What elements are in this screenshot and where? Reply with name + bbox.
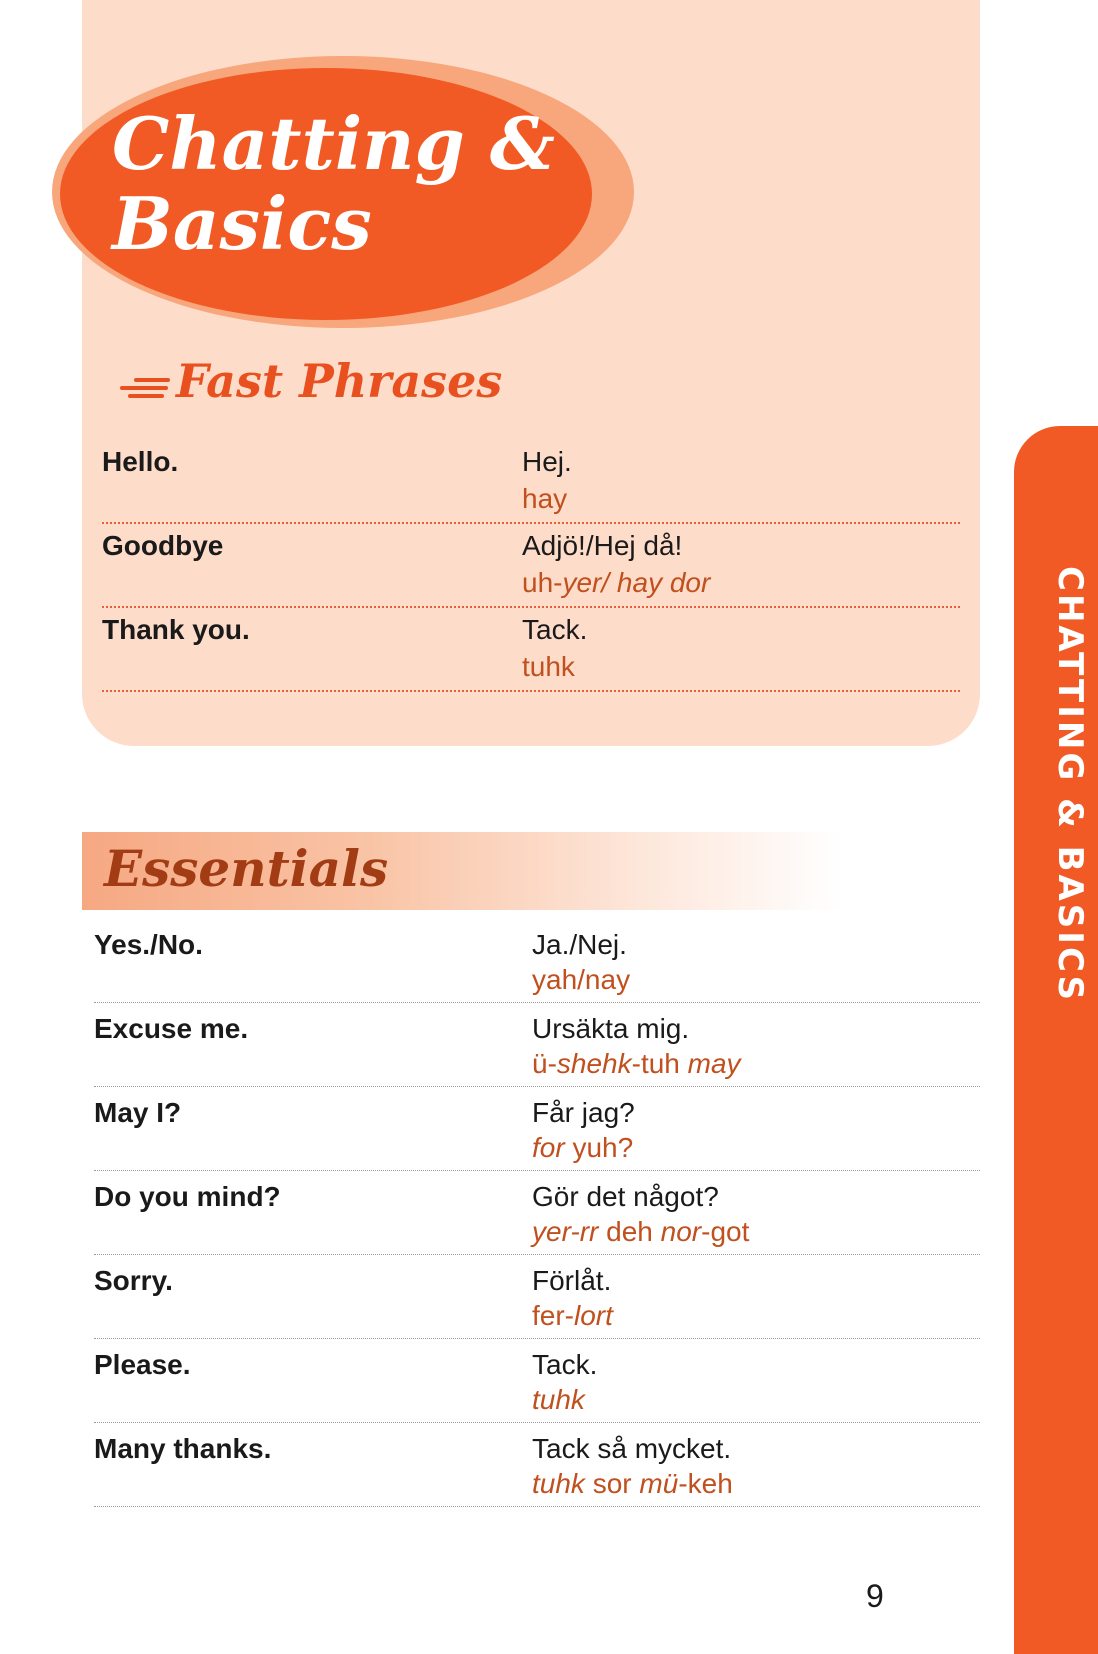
pronunciation-segment: yer-rr <box>532 1216 599 1247</box>
pronunciation <box>522 482 567 516</box>
phrase-row <box>102 613 960 697</box>
pronunciation-segment: tuhk <box>532 1384 585 1415</box>
phrase-row <box>94 1432 980 1516</box>
row-divider <box>94 1170 980 1171</box>
swedish-phrase: Adjö!/Hej då! <box>522 530 683 561</box>
row-divider <box>94 1506 980 1507</box>
pronunciation <box>522 566 710 600</box>
phrase-row <box>94 1096 980 1180</box>
row-divider <box>94 1086 980 1087</box>
page-number: 9 <box>866 1578 884 1614</box>
pronunciation-segment: lort <box>574 1300 613 1331</box>
pronunciation-segment: sor <box>584 1468 640 1499</box>
pronunciation <box>532 1131 633 1165</box>
pronunciation <box>532 1383 585 1417</box>
swedish-phrase: Ursäkta mig. <box>532 1013 690 1044</box>
row-divider <box>94 1002 980 1003</box>
phrase-row <box>94 1264 980 1348</box>
english-phrase: Excuse me. <box>94 1013 249 1044</box>
phrase-row <box>94 1348 980 1432</box>
fast-phrases-title: Fast Phrases <box>176 354 503 408</box>
pronunciation-segment: yah/nay <box>532 964 631 995</box>
row-divider <box>102 522 960 524</box>
pronunciation-segment: -keh <box>678 1468 733 1499</box>
swedish-phrase: Förlåt. <box>532 1265 612 1296</box>
pronunciation-segment: hay dor <box>609 567 711 598</box>
pronunciation-segment: yuh? <box>564 1132 634 1163</box>
swedish-phrase: Tack så mycket. <box>532 1433 732 1464</box>
pronunciation <box>532 963 630 997</box>
english-phrase: Many thanks. <box>94 1433 272 1464</box>
swedish-phrase: Ja./Nej. <box>532 929 627 960</box>
swedish-phrase: Hej. <box>522 446 572 477</box>
phrase-row <box>102 529 960 613</box>
english-phrase: Sorry. <box>94 1265 173 1296</box>
pronunciation-segment: fer- <box>532 1300 574 1331</box>
row-divider <box>94 1254 980 1255</box>
pronunciation-segment: tuhk <box>532 1468 585 1499</box>
english-phrase: Goodbye <box>102 530 224 561</box>
swedish-phrase: Tack. <box>522 614 588 645</box>
pronunciation-segment: ü- <box>532 1048 557 1079</box>
english-phrase: Thank you. <box>102 614 250 645</box>
pronunciation <box>532 1047 741 1081</box>
phrase-row <box>94 928 980 1012</box>
phrase-row <box>102 445 960 529</box>
pronunciation-segment: mü <box>639 1468 679 1499</box>
english-phrase: May I? <box>94 1097 182 1128</box>
swedish-phrase: Tack. <box>532 1349 598 1380</box>
english-phrase: Do you mind? <box>94 1181 281 1212</box>
pronunciation-segment: deh <box>598 1216 661 1247</box>
essentials-title: Essentials <box>104 839 389 898</box>
pronunciation <box>522 650 575 684</box>
pronunciation-segment: -got <box>701 1216 750 1247</box>
pronunciation-segment: tuhk <box>522 651 575 682</box>
pronunciation <box>532 1467 733 1501</box>
chapter-title: Chatting & Basics <box>112 101 555 266</box>
pronunciation-segment: yer/ <box>562 567 610 598</box>
side-tab-label: CHATTING & BASICS <box>1050 566 1090 1004</box>
pronunciation-segment: nor <box>660 1216 702 1247</box>
phrase-row <box>94 1180 980 1264</box>
row-divider <box>94 1338 980 1339</box>
phrase-row <box>94 1012 980 1096</box>
pronunciation-segment: for <box>532 1132 565 1163</box>
row-divider <box>94 1422 980 1423</box>
english-phrase: Yes./No. <box>94 929 203 960</box>
pronunciation-segment: uh- <box>522 567 563 598</box>
pronunciation <box>532 1299 613 1333</box>
pronunciation-segment: -tuh <box>631 1048 688 1079</box>
swedish-phrase: Gör det något? <box>532 1181 719 1212</box>
pronunciation-segment: shehk <box>556 1048 632 1079</box>
english-phrase: Hello. <box>102 446 179 477</box>
english-phrase: Please. <box>94 1349 191 1380</box>
swedish-phrase: Får jag? <box>532 1097 635 1128</box>
pronunciation <box>532 1215 749 1249</box>
row-divider <box>102 606 960 608</box>
row-divider <box>102 690 960 692</box>
speed-lines-icon <box>116 374 172 404</box>
pronunciation-segment: hay <box>522 483 568 514</box>
pronunciation-segment: may <box>687 1048 741 1079</box>
